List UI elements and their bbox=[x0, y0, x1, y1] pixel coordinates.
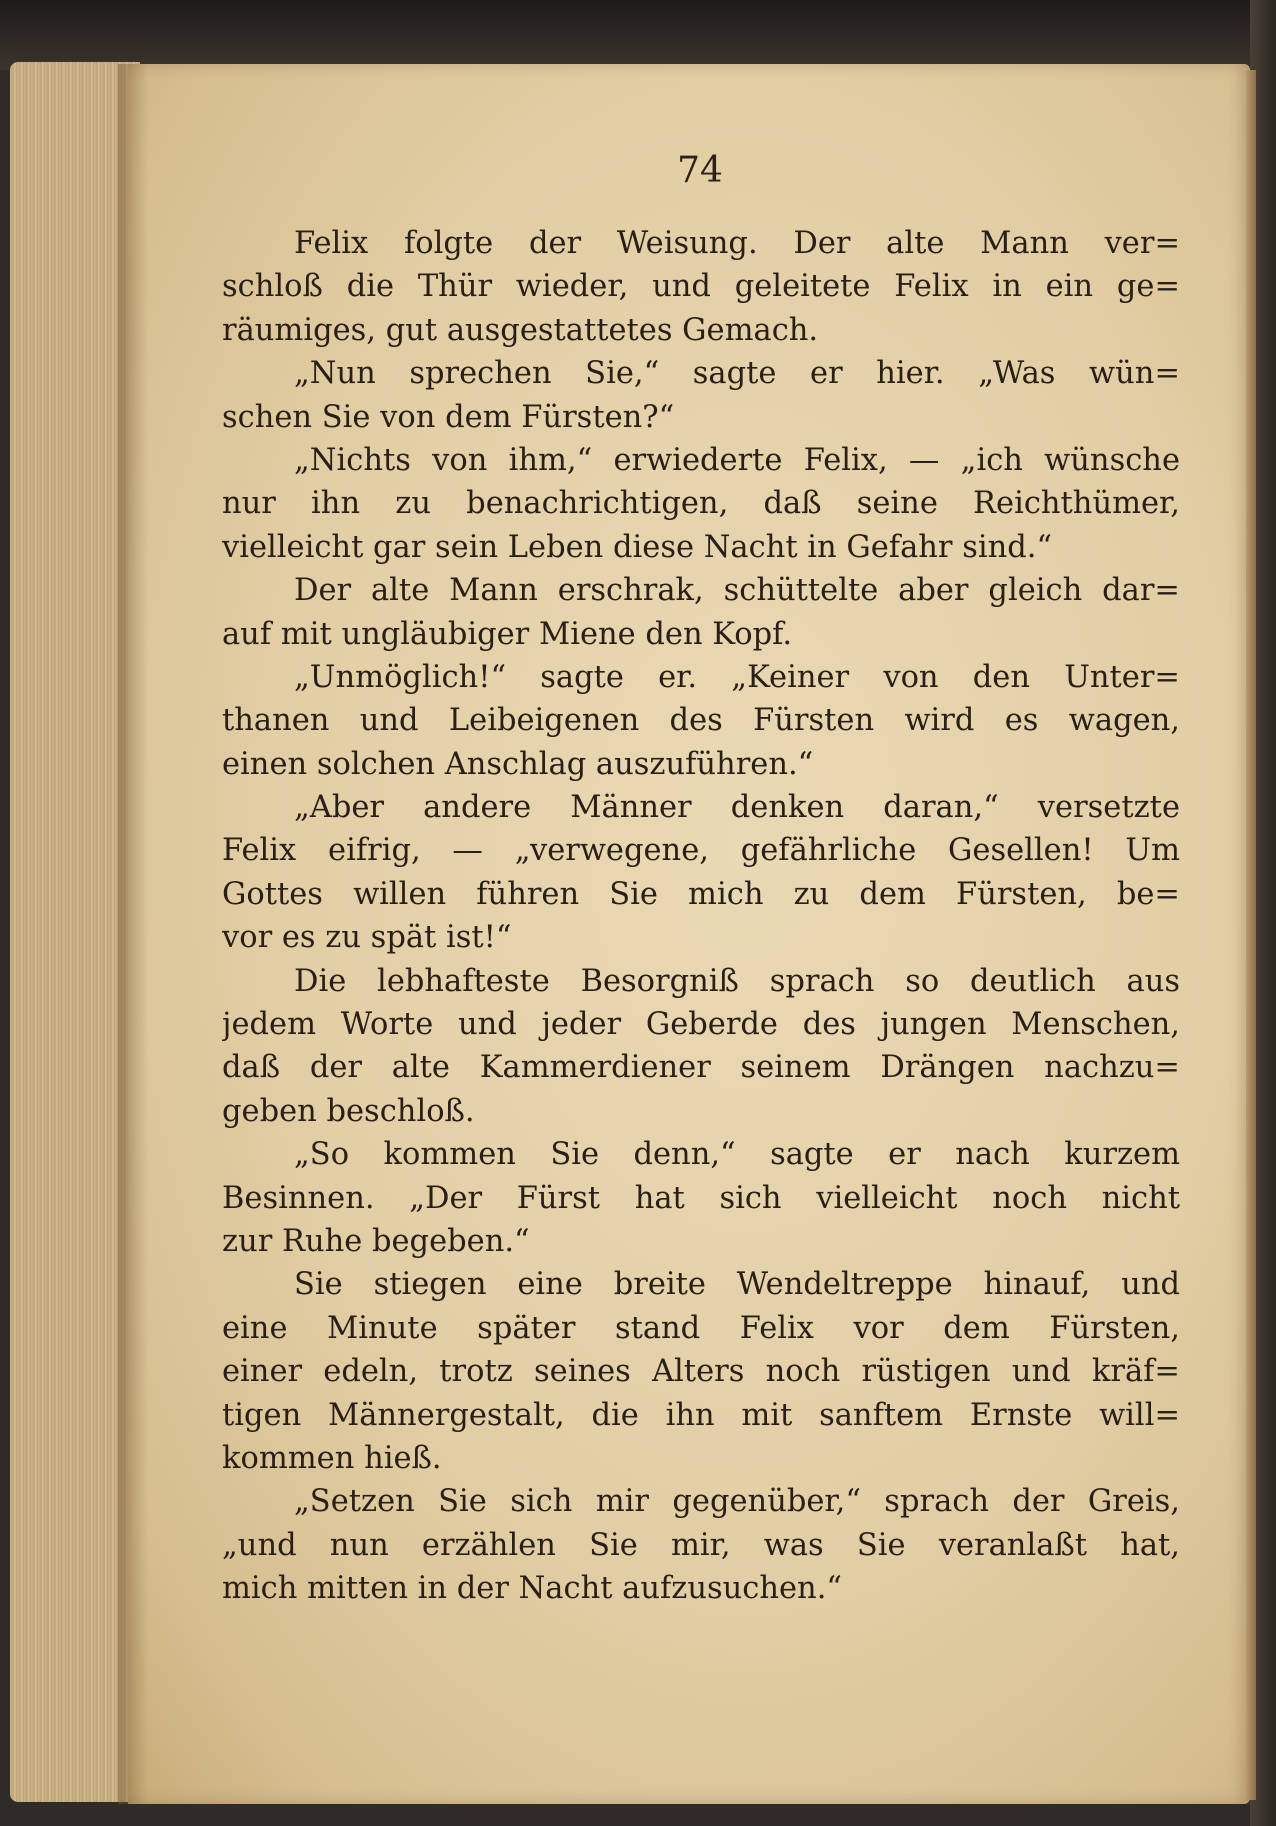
text-line: einen solchen Anschlag auszuführen.“ bbox=[222, 746, 814, 782]
text-line: eine Minute später stand Felix vor dem Fürsten, bbox=[222, 1310, 1180, 1346]
text-line: schen Sie von dem Fürsten?“ bbox=[222, 399, 675, 435]
text-line: daß der alte Kammerdiener seinem Drängen nachzu= bbox=[222, 1050, 1180, 1086]
text-line: Felix folgte der Weisung. Der alte Mann ver= bbox=[294, 226, 1180, 261]
text-line: „So kommen Sie denn,“ sagte er nach kurzem bbox=[294, 1137, 1180, 1173]
text-line: nur ihn zu benachrichtigen, daß seine Reichthümer, bbox=[222, 486, 1180, 522]
text-line: auf mit ungläubiger Miene den Kopf. bbox=[222, 616, 793, 652]
text-line: „und nun erzählen Sie mir, was Sie veranlaßt hat, bbox=[222, 1527, 1180, 1563]
text-line: vielleicht gar sein Leben diese Nacht in Gefahr sind.“ bbox=[222, 529, 1053, 565]
body-text bbox=[222, 222, 1180, 1611]
text-line: „Nichts von ihm,“ erwiederte Felix, — „ich wünsche bbox=[294, 442, 1180, 478]
text-line: schloß die Thür wieder, und geleitete Felix in ein ge= bbox=[222, 269, 1180, 305]
text-line: geben beschloß. bbox=[222, 1093, 475, 1129]
page-right-edge bbox=[1246, 70, 1256, 1800]
book-cover-top bbox=[0, 0, 1276, 70]
text-line: kommen hieß. bbox=[222, 1440, 442, 1476]
page-gutter bbox=[118, 64, 148, 1804]
text-line: Gottes willen führen Sie mich zu dem Fürsten, be= bbox=[222, 876, 1180, 912]
text-line: jedem Worte und jeder Geberde des jungen Menschen, bbox=[222, 1007, 1180, 1043]
page-number: 74 bbox=[677, 150, 723, 191]
text-line: „Setzen Sie sich mir gegenüber,“ sprach der Greis, bbox=[294, 1484, 1180, 1520]
text-line: mich mitten in der Nacht aufzusuchen.“ bbox=[222, 1571, 842, 1607]
text-line: Der alte Mann erschrak, schüttelte aber gleich dar= bbox=[294, 573, 1180, 609]
text-line: „Nun sprechen Sie,“ sagte er hier. „Was wün= bbox=[294, 356, 1180, 392]
text-line: thanen und Leibeigenen des Fürsten wird es wagen, bbox=[222, 703, 1180, 739]
text-line: Sie stiegen eine breite Wendeltreppe hinauf, und bbox=[294, 1267, 1180, 1303]
text-line: räumiges, gut ausgestattetes Gemach. bbox=[222, 312, 819, 348]
text-line: „Unmöglich!“ sagte er. „Keiner von den Unter= bbox=[294, 659, 1180, 695]
text-line: Die lebhafteste Besorgniß sprach so deutlich aus bbox=[294, 963, 1180, 999]
text-line: Felix eifrig, — „verwegene, gefährliche Gesellen! Um bbox=[222, 833, 1180, 869]
text-line: einer edeln, trotz seines Alters noch rüstigen und kräf= bbox=[222, 1354, 1180, 1390]
text-line: tigen Männergestalt, die ihn mit sanftem Ernste will= bbox=[222, 1397, 1180, 1433]
text-line: Besinnen. „Der Fürst hat sich vielleicht noch nicht bbox=[222, 1180, 1180, 1216]
text-line: zur Ruhe begeben.“ bbox=[222, 1223, 530, 1259]
text-line: vor es zu spät ist!“ bbox=[222, 920, 512, 956]
text-line: „Aber andere Männer denken daran,“ versetzte bbox=[294, 790, 1180, 826]
